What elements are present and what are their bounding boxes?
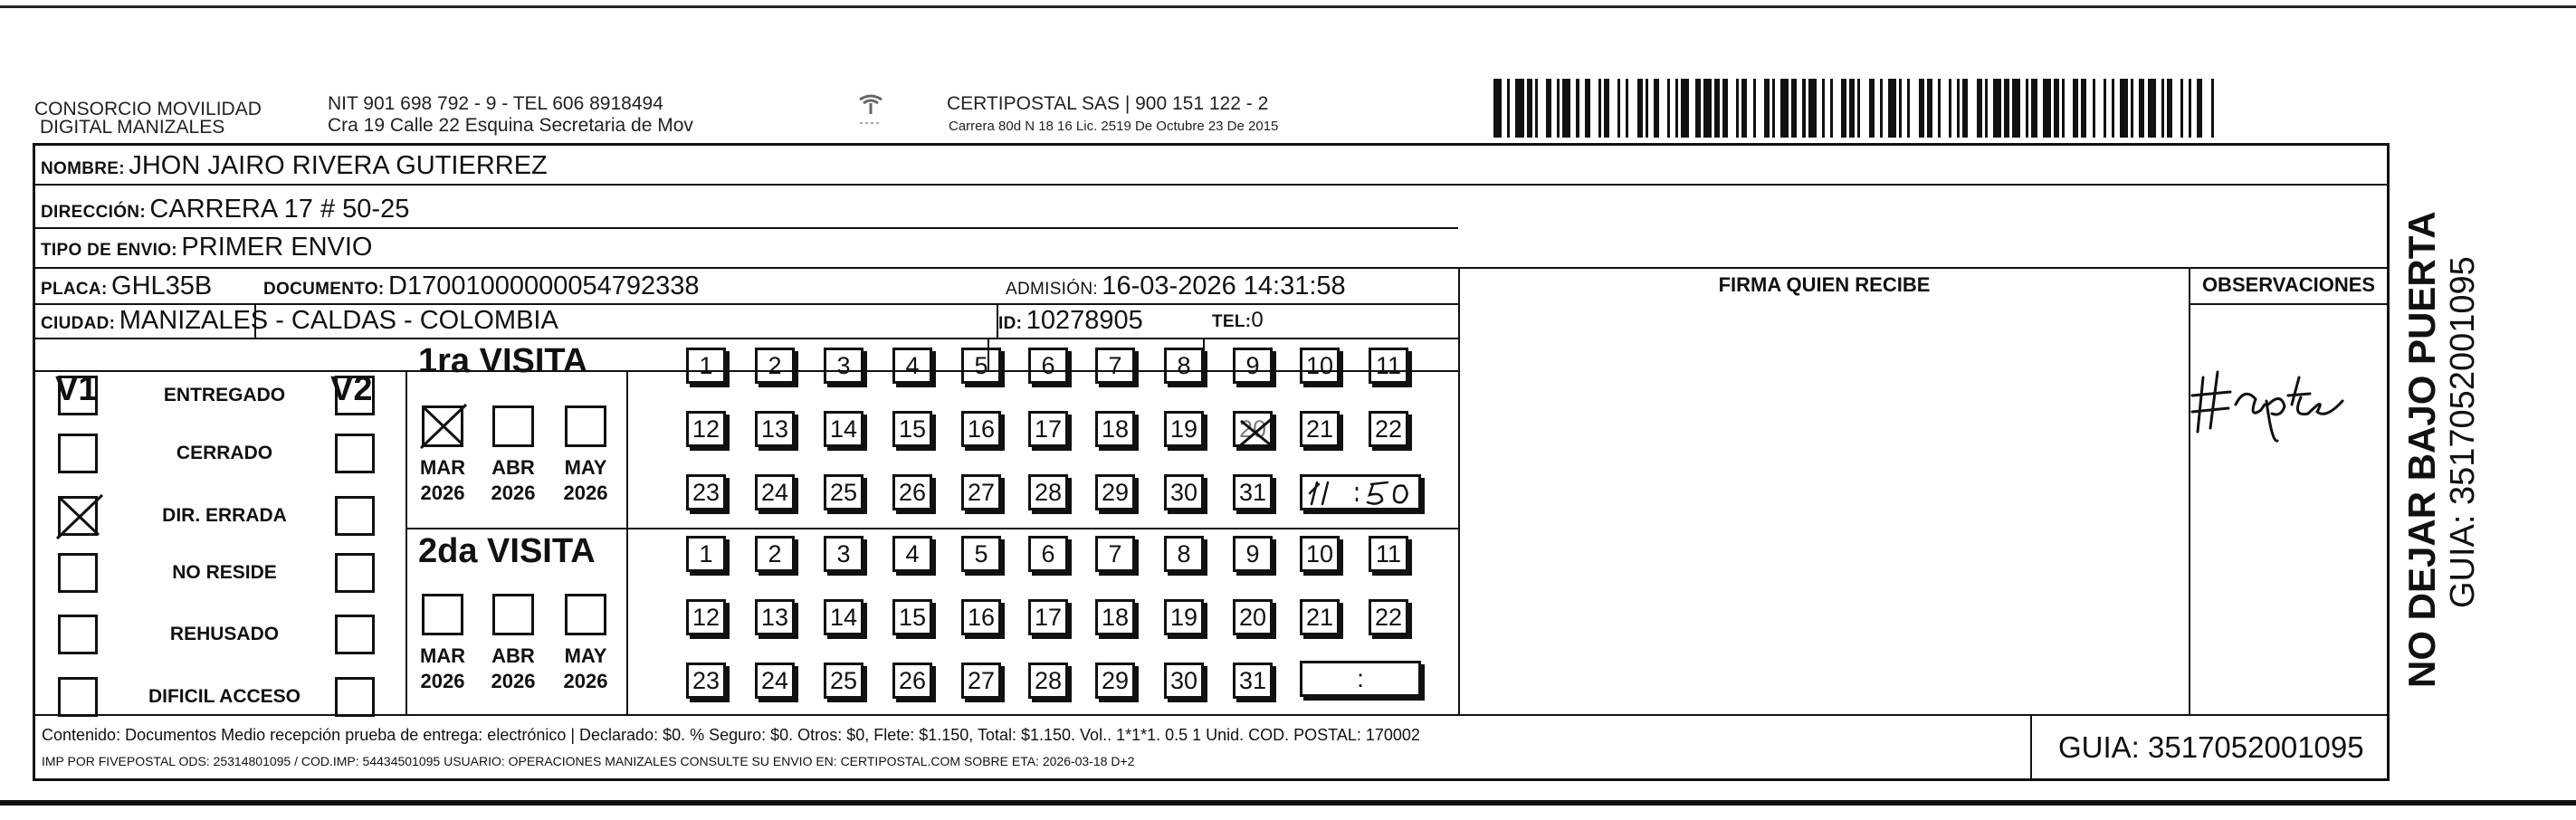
tipo-envio-field <box>41 231 373 268</box>
visit1-day-23[interactable] <box>686 474 726 510</box>
visit1-day-22[interactable] <box>1369 411 1408 447</box>
visit2-day-number: 31 <box>1238 667 1267 694</box>
visit1-year-label-mar: 2026 <box>420 482 465 504</box>
visit2-day-number: 18 <box>1101 604 1130 631</box>
visit2-day-number: 16 <box>967 604 996 631</box>
visit1-year-label-may: 2026 <box>563 482 608 504</box>
visit1-day-number: 7 <box>1108 352 1122 379</box>
visit2-month-box-mar[interactable] <box>422 594 463 635</box>
visit1-month-box-mar[interactable] <box>422 405 463 447</box>
status-label-rehusado: REHUSADO <box>169 624 280 644</box>
visit2-day-number: 15 <box>898 604 927 631</box>
visit1-day-number: 20 <box>1238 415 1267 443</box>
visit2-day-24[interactable] <box>755 663 795 699</box>
visit1-day-number: 16 <box>967 415 996 443</box>
v2-checkbox-dir-errada[interactable] <box>335 496 375 536</box>
visit2-day-number: 9 <box>1245 540 1260 567</box>
visit2-day-17[interactable] <box>1028 599 1068 635</box>
visit1-month-label-may: MAY <box>564 456 607 479</box>
visit2-day-number: 24 <box>760 667 789 694</box>
visit2-day-10[interactable] <box>1300 536 1340 572</box>
visit2-time-value: : <box>1357 664 1364 692</box>
top-rule <box>0 5 2576 8</box>
v2-checkbox-rehusado[interactable] <box>335 615 375 654</box>
visit1-day-7[interactable] <box>1095 348 1135 384</box>
visit1-day-27[interactable] <box>961 474 1001 510</box>
visit2-day-22[interactable] <box>1369 599 1408 635</box>
visit1-day-number: 24 <box>760 479 789 506</box>
tel-value: 0 <box>1251 308 1264 332</box>
ciudad-label: CIUDAD: <box>41 314 116 333</box>
id-value: 10278905 <box>1026 306 1143 335</box>
visit2-day-16[interactable] <box>961 599 1001 635</box>
sender-nit: NIT 901 698 792 - 9 - TEL 606 8918494 <box>328 93 663 114</box>
visit1-day-10[interactable] <box>1300 348 1340 384</box>
visit1-day-number: 18 <box>1101 415 1130 443</box>
visit2-day-14[interactable] <box>824 599 863 635</box>
check-mark <box>55 491 104 540</box>
visit2-day-23[interactable] <box>686 663 726 699</box>
visit1-day-number: 6 <box>1041 352 1055 379</box>
visit1-day-29[interactable] <box>1095 474 1135 510</box>
visit1-day-30[interactable] <box>1164 474 1204 510</box>
visit2-day-number: 14 <box>829 604 858 631</box>
visit2-day-11[interactable] <box>1369 536 1408 572</box>
visit1-day-number: 27 <box>967 479 996 506</box>
firma-header: FIRMA QUIEN RECIBE <box>1718 273 1931 296</box>
visit1-day-21[interactable] <box>1300 411 1340 447</box>
visit1-day-number: 31 <box>1238 479 1267 506</box>
courier-address: Carrera 80d N 18 16 Lic. 2519 De Octubre 23 De 2015 <box>949 119 1279 134</box>
visit2-day-number: 27 <box>967 667 996 694</box>
visit1-day-number: 14 <box>829 415 858 443</box>
visit2-day-number: 7 <box>1108 540 1122 567</box>
visit2-day-number: 4 <box>905 540 920 567</box>
visit2-day-3[interactable] <box>824 536 863 572</box>
visit2-day-9[interactable] <box>1233 536 1273 572</box>
visit1-title: 1ra VISITA <box>418 342 588 380</box>
visit1-day-28[interactable] <box>1028 474 1068 510</box>
visit2-time-box[interactable] <box>1300 661 1421 697</box>
visit1-day-number: 10 <box>1305 352 1334 379</box>
v1-checkbox-dificil-acceso[interactable] <box>58 677 98 717</box>
visit2-day-number: 20 <box>1238 604 1267 631</box>
sender-name-line1: CONSORCIO MOVILIDAD <box>34 99 262 119</box>
admision-label: ADMISIÓN: <box>1006 280 1098 299</box>
visit1-day-number: 9 <box>1245 352 1260 379</box>
visit1-day-5[interactable] <box>961 348 1001 384</box>
nombre-field <box>41 149 548 186</box>
visit1-day-15[interactable] <box>892 411 932 447</box>
v2-checkbox-cerrado[interactable] <box>335 434 375 473</box>
nombre-label: NOMBRE: <box>41 159 125 178</box>
id-label: ID: <box>998 314 1023 333</box>
v1-checkbox-no-reside[interactable] <box>58 553 98 593</box>
visit2-day-number: 13 <box>760 604 789 631</box>
tipo-envio-label: TIPO DE ENVIO: <box>41 241 177 260</box>
bottom-rule <box>0 800 2576 806</box>
visit2-year-label-abr: 2026 <box>491 670 536 692</box>
visit2-year-label-may: 2026 <box>563 670 608 692</box>
visit2-day-29[interactable] <box>1095 663 1135 699</box>
placa-field <box>41 270 212 307</box>
footer-guia: GUIA: 3517052001095 <box>2058 730 2364 764</box>
visit1-day-1[interactable] <box>686 348 726 384</box>
signature-area[interactable] <box>1460 303 2189 714</box>
status-label-dir-errada: DIR. ERRADA <box>162 505 287 526</box>
visit2-day-number: 2 <box>768 540 782 567</box>
admision-value: 16-03-2026 14:31:58 <box>1102 272 1346 300</box>
visit1-day-number: 13 <box>760 415 789 443</box>
visit2-day-19[interactable] <box>1164 599 1204 635</box>
tipo-envio-value: PRIMER ENVIO <box>181 233 373 262</box>
visit2-day-number: 11 <box>1375 540 1402 567</box>
v1-checkbox-rehusado[interactable] <box>58 615 98 654</box>
v2-checkbox-entregado[interactable] <box>335 376 375 415</box>
tel-label: TEL: <box>1212 312 1252 331</box>
visit2-month-box-may[interactable] <box>565 594 606 635</box>
observaciones-area[interactable] <box>2190 305 2387 714</box>
visit2-day-25[interactable] <box>824 663 863 699</box>
visit2-day-31[interactable] <box>1233 663 1273 699</box>
visit1-day-6[interactable] <box>1028 348 1068 384</box>
visit2-day-number: 28 <box>1034 667 1063 694</box>
visit1-day-number: 12 <box>692 415 720 443</box>
visit2-day-18[interactable] <box>1095 599 1135 635</box>
visit2-day-number: 25 <box>829 667 858 694</box>
visit2-title: 2da VISITA <box>418 532 596 570</box>
status-label-no-reside: NO RESIDE <box>172 562 277 583</box>
visit1-day-number: 21 <box>1305 415 1334 443</box>
visit1-day-number: 15 <box>898 415 927 443</box>
visit2-day-15[interactable] <box>892 599 932 635</box>
visit2-day-4[interactable] <box>892 536 932 572</box>
visit1-day-31[interactable] <box>1233 474 1273 510</box>
visit1-day-number: 22 <box>1374 415 1403 443</box>
visit1-day-18[interactable] <box>1095 411 1135 447</box>
v2-label: V2 <box>330 370 373 408</box>
status-label-dificil-acceso: DIFICIL ACCESO <box>148 686 301 707</box>
visit2-day-number: 1 <box>699 540 713 567</box>
visit2-day-5[interactable] <box>961 536 1001 572</box>
ciudad-value: MANIZALES - CALDAS - COLOMBIA <box>119 306 558 335</box>
check-mark <box>1236 414 1275 450</box>
visit1-day-number: 1 <box>699 352 713 379</box>
admision-field <box>1006 270 1346 307</box>
visit1-day-number: 11 <box>1375 352 1402 379</box>
id-field <box>998 304 1143 341</box>
documento-field <box>263 270 700 307</box>
visit1-day-number: 3 <box>836 352 851 379</box>
visit2-month-label-may: MAY <box>564 644 607 667</box>
visit2-day-30[interactable] <box>1164 663 1204 699</box>
visit1-day-9[interactable] <box>1233 348 1273 384</box>
visit2-day-28[interactable] <box>1028 663 1068 699</box>
placa-value: GHL35B <box>111 272 213 300</box>
observaciones-header: OBSERVACIONES <box>2201 273 2376 296</box>
visit2-day-13[interactable] <box>755 599 795 635</box>
visit1-day-24[interactable] <box>755 474 795 510</box>
visit2-day-27[interactable] <box>961 663 1001 699</box>
visit2-day-20[interactable] <box>1233 599 1273 635</box>
visit1-day-13[interactable] <box>755 411 795 447</box>
visit2-day-number: 29 <box>1101 667 1130 694</box>
side-warning: NO DEJAR BAJO PUERTA <box>2400 211 2443 688</box>
footer-contenido: Contenido: Documentos Medio recepción prueba de entrega: electrónico | Declarado: $0. % Seguro: $0. Otros: $0, Flete: $1.150, Total: $1.150. Vol.. 1*1*1. 0.5 1 Unid. COD. POSTAL: 170002 <box>42 726 1420 744</box>
visit2-day-number: 23 <box>692 667 720 694</box>
visit1-year-label-abr: 2026 <box>491 482 536 504</box>
visit2-day-1[interactable] <box>686 536 726 572</box>
v1-checkbox-entregado[interactable] <box>58 376 98 415</box>
visit1-time-handwriting <box>1304 477 1420 508</box>
visit1-day-number: 28 <box>1034 479 1063 506</box>
visit1-day-number: 23 <box>692 479 720 506</box>
visit2-day-number: 22 <box>1374 604 1403 631</box>
visit2-day-number: 3 <box>836 540 851 567</box>
direccion-label: DIRECCIÓN: <box>41 203 146 222</box>
visit1-month-box-may[interactable] <box>565 405 606 447</box>
visit2-day-7[interactable] <box>1095 536 1135 572</box>
visit1-day-number: 5 <box>974 352 988 379</box>
visit1-day-14[interactable] <box>824 411 863 447</box>
v2-checkbox-dificil-acceso[interactable] <box>335 677 375 717</box>
documento-label: DOCUMENTO: <box>263 280 385 299</box>
nombre-value: JHON JAIRO RIVERA GUTIERREZ <box>129 151 548 180</box>
visit1-time-box[interactable] <box>1300 474 1421 510</box>
visit2-day-number: 30 <box>1169 667 1198 694</box>
visit1-day-number: 29 <box>1101 479 1130 506</box>
visit2-day-8[interactable] <box>1164 536 1204 572</box>
visit2-day-number: 5 <box>974 540 988 567</box>
visit1-day-4[interactable] <box>892 348 932 384</box>
check-mark <box>419 401 468 450</box>
visit2-day-26[interactable] <box>892 663 932 699</box>
visit2-month-label-mar: MAR <box>419 644 466 667</box>
visit2-day-21[interactable] <box>1300 599 1340 635</box>
visit2-day-number: 10 <box>1305 540 1334 567</box>
status-label-cerrado: CERRADO <box>176 443 273 463</box>
visit2-day-2[interactable] <box>755 536 795 572</box>
visit1-month-label-mar: MAR <box>419 456 466 479</box>
v1-label: V1 <box>55 370 98 408</box>
visit1-day-3[interactable] <box>824 348 863 384</box>
courier-logo <box>854 91 887 129</box>
visit1-day-8[interactable] <box>1164 348 1204 384</box>
visit1-day-12[interactable] <box>686 411 726 447</box>
visit1-day-16[interactable] <box>961 411 1001 447</box>
visit1-month-label-abr: ABR <box>491 456 535 479</box>
ciudad-field <box>41 304 558 341</box>
status-label-entregado: ENTREGADO <box>163 385 286 405</box>
v1-checkbox-cerrado[interactable] <box>58 434 98 473</box>
visit1-day-number: 30 <box>1169 479 1198 506</box>
visit1-day-26[interactable] <box>892 474 932 510</box>
direccion-value: CARRERA 17 # 50-25 <box>149 195 410 224</box>
sender-name-line2: DIGITAL MANIZALES <box>40 117 225 138</box>
visit1-day-number: 26 <box>898 479 927 506</box>
visit1-day-number: 2 <box>768 352 782 379</box>
visit2-day-12[interactable] <box>686 599 726 635</box>
visit2-day-number: 26 <box>898 667 927 694</box>
courier-name: CERTIPOSTAL SAS | 900 151 122 - 2 <box>947 93 1269 114</box>
visit1-day-20[interactable] <box>1233 411 1273 447</box>
v1-checkbox-dir-errada[interactable] <box>58 496 98 536</box>
visit2-day-6[interactable] <box>1028 536 1068 572</box>
visit2-month-box-abr[interactable] <box>492 594 534 635</box>
visit1-day-number: 4 <box>905 352 920 379</box>
visit2-day-number: 6 <box>1041 540 1055 567</box>
sender-address: Cra 19 Calle 22 Esquina Secretaria de Mov <box>328 115 693 136</box>
visit2-day-number: 21 <box>1305 604 1334 631</box>
visit1-day-11[interactable] <box>1369 348 1408 384</box>
visit1-day-25[interactable] <box>824 474 863 510</box>
visit1-day-2[interactable] <box>755 348 795 384</box>
v2-checkbox-no-reside[interactable] <box>335 553 375 593</box>
visit2-day-number: 17 <box>1034 604 1063 631</box>
direccion-field <box>41 193 409 230</box>
barcode <box>1493 79 2218 138</box>
visit2-day-number: 19 <box>1169 604 1198 631</box>
tel-field <box>1212 304 1264 339</box>
visit1-day-17[interactable] <box>1028 411 1068 447</box>
visit1-day-number: 8 <box>1177 352 1191 379</box>
visit2-day-number: 8 <box>1177 540 1191 567</box>
documento-value: D17001000000054792338 <box>388 272 700 300</box>
form-frame <box>33 143 2390 781</box>
visit2-month-label-abr: ABR <box>491 644 535 667</box>
visit1-day-number: 25 <box>829 479 858 506</box>
side-guia: GUIA: 3517052001095 <box>2444 256 2482 608</box>
observaciones-handwriting <box>2190 341 2371 450</box>
visit1-day-number: 17 <box>1034 415 1063 443</box>
visit1-month-box-abr[interactable] <box>492 405 534 447</box>
placa-label: PLACA: <box>41 280 108 299</box>
visit2-day-number: 12 <box>692 604 720 631</box>
footer-imp: IMP POR FIVEPOSTAL ODS: 25314801095 / COD.IMP: 54434501095 USUARIO: OPERACIONES MANIZALES CONSULTE SU ENVIO EN: CERTIPOSTAL.COM SOBRE ETA: 2026-03-18 D+2 <box>42 754 1135 768</box>
visit2-year-label-mar: 2026 <box>420 670 465 692</box>
visit1-day-19[interactable] <box>1164 411 1204 447</box>
visit1-day-number: 19 <box>1169 415 1198 443</box>
